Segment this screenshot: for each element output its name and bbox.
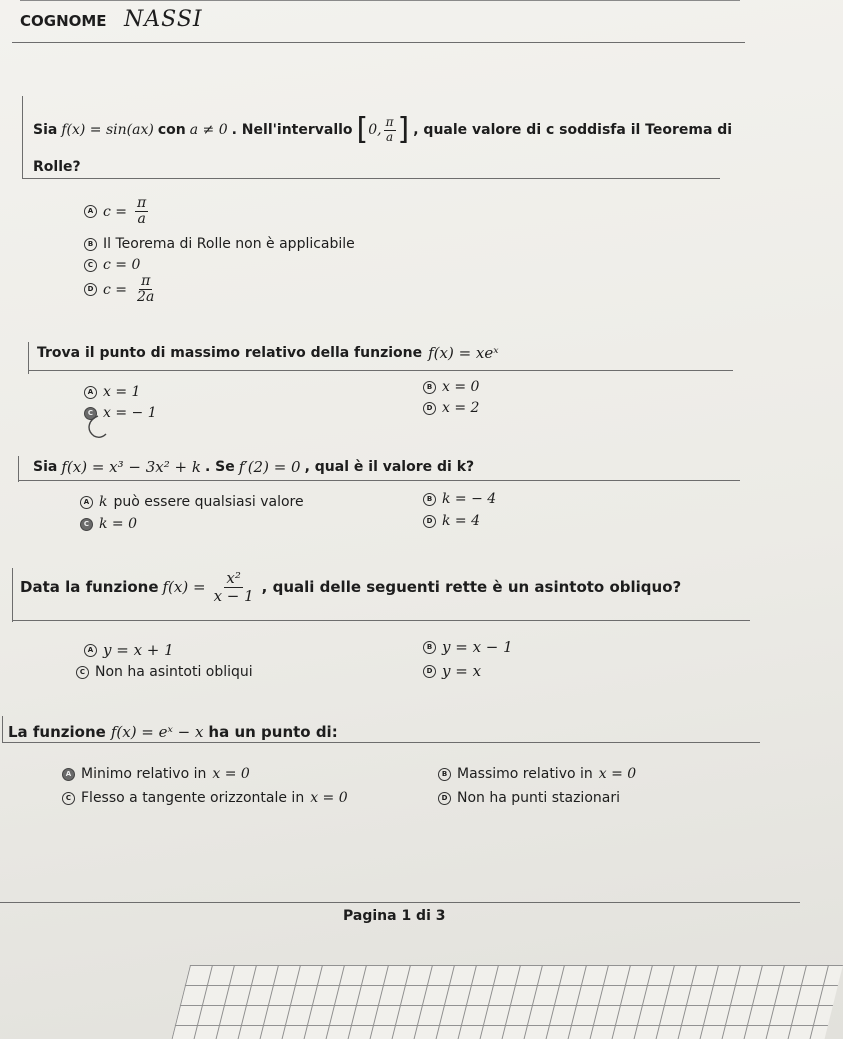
q4-fx: f(x) =	[162, 578, 206, 596]
q4-question	[20, 570, 681, 604]
q5-question	[8, 723, 338, 741]
q1-option-c-text: c = 0	[103, 257, 141, 273]
q2-question	[37, 344, 499, 362]
q4-left-bar	[12, 568, 13, 622]
q1-interval-fraction	[384, 116, 396, 143]
q1-option-a[interactable]	[84, 196, 150, 228]
q2-function: f(x) = xeˣ	[428, 344, 499, 362]
q5-option-b[interactable]	[438, 766, 636, 782]
q3-option-c-text: k = 0	[99, 516, 138, 532]
q1-option-d[interactable]	[84, 274, 158, 306]
option-bubble-c-marked[interactable]: C	[84, 407, 97, 420]
q1-option-b-text: Il Teorema di Rolle non è applicabile	[103, 236, 355, 252]
q1-mid: . Nell'intervallo	[231, 122, 353, 138]
option-bubble-c[interactable]: C	[76, 666, 89, 679]
q3-option-c[interactable]	[80, 516, 137, 532]
q3-tail: , qual è il valore di k?	[304, 459, 475, 475]
q3-mid: . Se	[204, 459, 235, 475]
q4-option-d[interactable]	[423, 662, 481, 680]
q5-option-c[interactable]	[62, 790, 348, 806]
q4-lead: Data la funzione	[20, 578, 159, 596]
option-bubble-b[interactable]: B	[84, 238, 97, 251]
graph-paper-background	[172, 965, 843, 1039]
q3-option-d-text: k = 4	[442, 513, 481, 529]
option-bubble-c[interactable]: C	[62, 792, 75, 805]
option-bubble-c-marked[interactable]: C	[80, 518, 93, 531]
q1-con: con	[157, 122, 186, 138]
option-bubble-a-marked[interactable]: A	[62, 768, 75, 781]
q1-option-d-fraction	[135, 274, 156, 306]
top-edge-line	[20, 0, 740, 1]
q2-option-b[interactable]	[423, 379, 479, 395]
q2-option-a[interactable]	[84, 384, 140, 400]
q5-option-c-math: x = 0	[310, 790, 348, 806]
footer-rule	[0, 902, 800, 903]
option-bubble-a[interactable]: A	[84, 205, 97, 218]
q4-option-d-text: y = x	[442, 662, 482, 680]
q1-function: f(x) = sin(ax)	[61, 122, 154, 138]
option-bubble-a[interactable]: A	[84, 386, 97, 399]
q5-option-d[interactable]	[438, 790, 620, 806]
q1-option-a-lhs: c =	[103, 203, 128, 220]
option-bubble-b[interactable]: B	[438, 768, 451, 781]
option-bubble-d[interactable]: D	[423, 402, 436, 415]
q1-left-bar	[22, 96, 23, 178]
q5-option-a-math: x = 0	[212, 766, 250, 782]
q1-tail-line2: Rolle?	[33, 159, 81, 175]
q5-left-bar	[2, 716, 3, 742]
q3-function: f(x) = x³ − 3x² + k	[61, 458, 201, 476]
q1-option-a-num: π	[137, 195, 147, 211]
option-bubble-a[interactable]: A	[84, 644, 97, 657]
q5-option-a[interactable]	[62, 766, 250, 782]
q3-option-d[interactable]	[423, 513, 480, 529]
option-bubble-d[interactable]: D	[438, 792, 451, 805]
option-bubble-d[interactable]: D	[423, 515, 436, 528]
q2-rule	[28, 370, 733, 371]
q1-question	[33, 112, 733, 147]
q1-interval-a: a	[385, 129, 394, 144]
q1-option-a-den: a	[137, 211, 146, 228]
q3-lead: Sia	[33, 459, 58, 475]
q4-option-c-text: Non ha asintoti obliqui	[95, 664, 253, 680]
q5-option-c-text: Flesso a tangente orizzontale in	[81, 790, 305, 806]
q4-option-b-text: y = x − 1	[442, 638, 513, 656]
option-bubble-c[interactable]: C	[84, 259, 97, 272]
q5-option-b-math: x = 0	[598, 766, 637, 782]
q4-numerator: x²	[226, 569, 241, 587]
q3-option-a[interactable]	[80, 494, 304, 510]
option-bubble-d[interactable]: D	[84, 283, 97, 296]
q4-denominator: x − 1	[213, 586, 254, 605]
q1-rule	[22, 178, 720, 179]
q1-option-d-num: π	[141, 273, 151, 289]
q1-option-b[interactable]	[84, 236, 355, 252]
q3-option-b-text: k = − 4	[442, 491, 497, 507]
q1-tail: , quale valore di c soddisfa il Teorema di	[413, 122, 733, 138]
q5-function: f(x) = eˣ − x	[110, 723, 204, 741]
q4-fraction	[212, 570, 256, 604]
q2-option-a-text: x = 1	[103, 384, 141, 400]
q2-option-d-text: x = 2	[442, 400, 480, 416]
q1-interval-pi: π	[385, 115, 394, 130]
q2-option-d[interactable]	[423, 400, 479, 416]
q1-lead: Sia	[33, 122, 58, 138]
q5-tail: ha un punto di:	[208, 723, 338, 741]
page-number: Pagina 1 di 3	[343, 908, 446, 924]
q1-condition: a ≠ 0	[189, 122, 228, 138]
handwritten-surname: NASSI	[124, 7, 203, 32]
q1-interval-zero: 0,	[368, 122, 382, 138]
q3-question	[33, 458, 474, 476]
q2-option-b-text: x = 0	[442, 379, 480, 395]
q1-option-d-lhs: c =	[103, 281, 128, 298]
q2-option-c-text: x = − 1	[103, 405, 157, 421]
q3-left-bar	[18, 456, 19, 482]
pencil-scribble	[84, 414, 114, 440]
header-rule	[12, 42, 745, 43]
q1-option-c[interactable]	[84, 257, 140, 273]
q4-option-b[interactable]	[423, 638, 513, 656]
option-bubble-b[interactable]: B	[423, 641, 436, 654]
q5-option-b-text: Massimo relativo in	[457, 766, 593, 782]
option-bubble-b[interactable]: B	[423, 493, 436, 506]
option-bubble-b[interactable]: B	[423, 381, 436, 394]
q4-option-a-text: y = x + 1	[103, 641, 174, 659]
q5-rule	[2, 742, 760, 743]
q3-option-a-text: può essere qualsiasi valore	[113, 494, 304, 510]
q5-option-d-text: Non ha punti stazionari	[457, 790, 620, 806]
q1-interval: [ 0, $\frac{\pi}{a}$ ]	[356, 112, 410, 147]
q3-option-a-k: k	[99, 494, 108, 510]
q1-option-d-den: 2a	[137, 289, 155, 306]
cognome-label: COGNOME	[20, 12, 107, 30]
q4-option-c[interactable]	[76, 664, 253, 680]
q3-option-b[interactable]	[423, 491, 496, 507]
q4-tail: , quali delle seguenti rette è un asintoto obliquo?	[261, 578, 682, 596]
q5-option-a-text: Minimo relativo in	[81, 766, 207, 782]
q3-rule	[18, 480, 740, 481]
q4-rule	[12, 620, 750, 621]
q2-text: Trova il punto di massimo relativo della funzione	[37, 345, 423, 361]
q3-condition: f′(2) = 0	[238, 458, 301, 476]
q4-option-a[interactable]	[84, 641, 174, 659]
q5-lead: La funzione	[8, 723, 106, 741]
option-bubble-d[interactable]: D	[423, 665, 436, 678]
q1-option-a-fraction	[135, 196, 148, 228]
option-bubble-a[interactable]: A	[80, 496, 93, 509]
